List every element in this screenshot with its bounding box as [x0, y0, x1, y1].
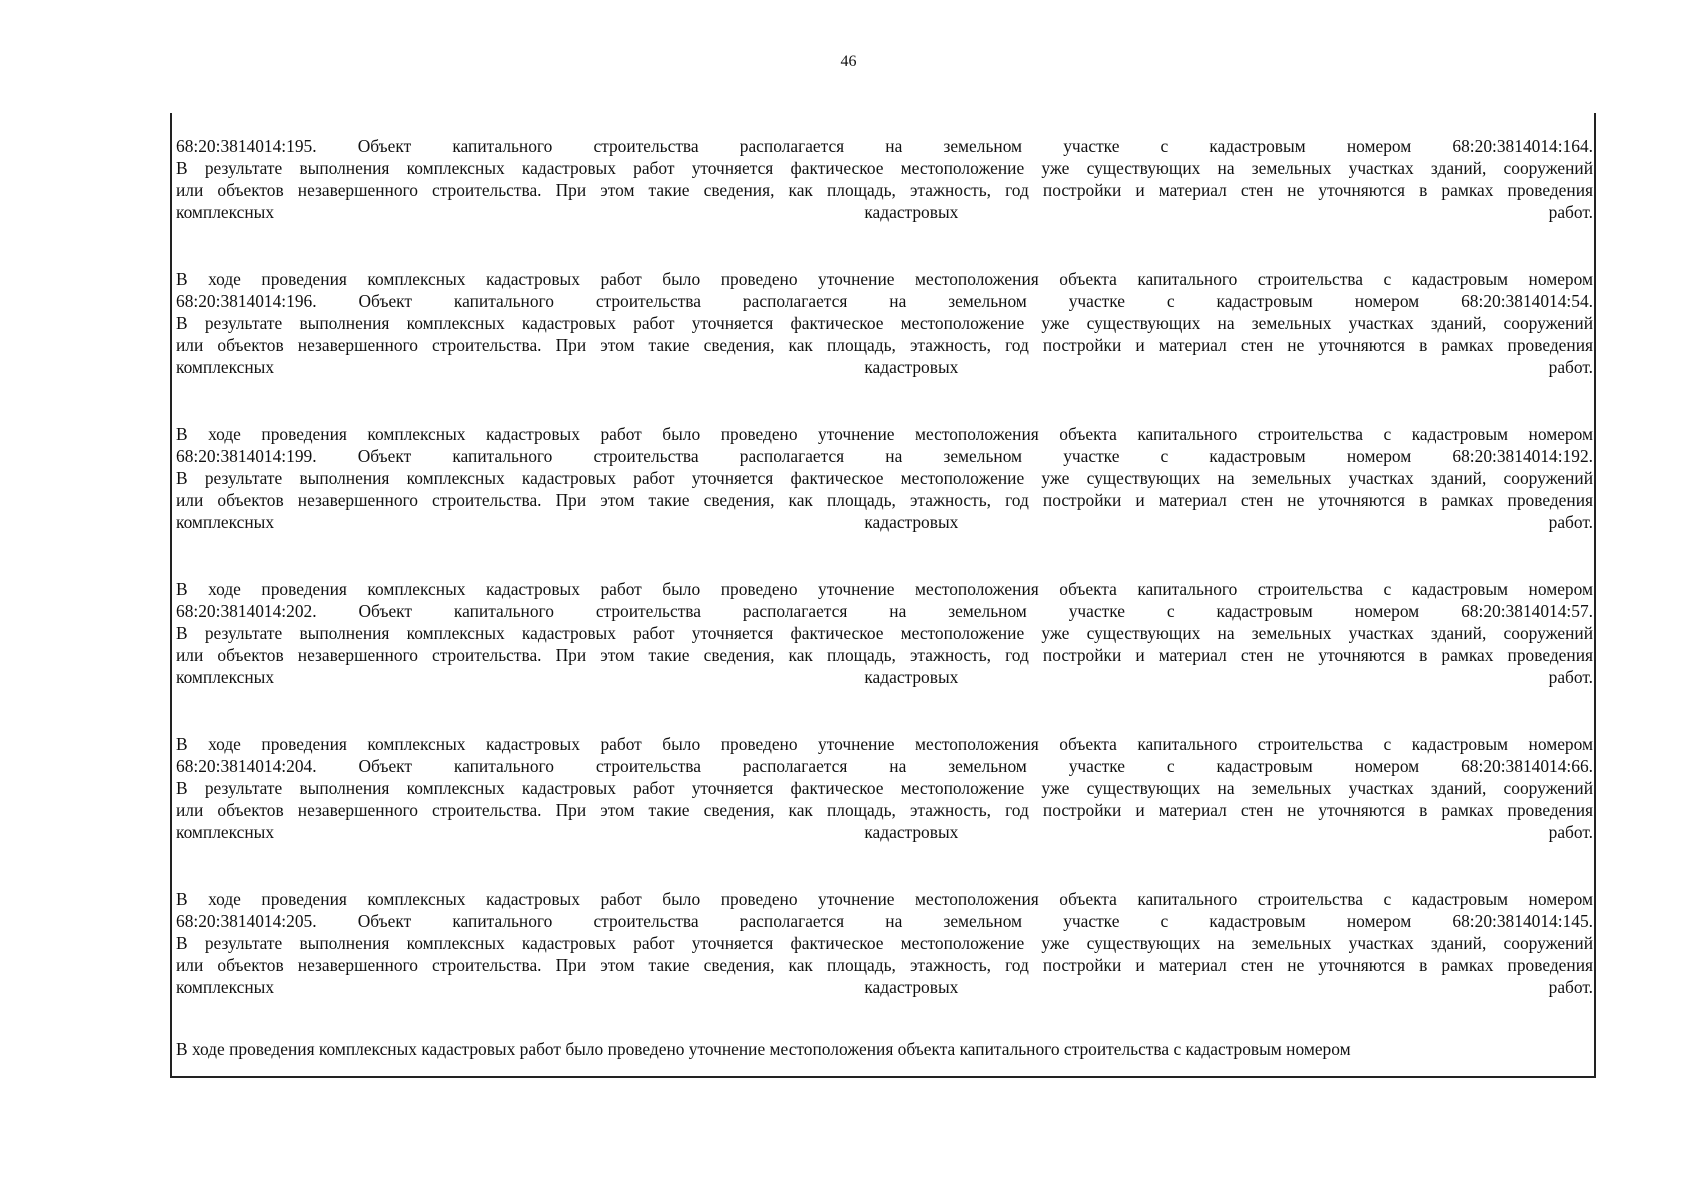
paragraph-line: комплексных кадастровых работ. — [176, 822, 1593, 842]
paragraph-line: или объектов незавершенного строительства. При этом такие сведения, как площадь, этажность, год постройки и материал стен не уточняются в рамках проведения — [176, 800, 1593, 820]
paragraph-4 — [176, 578, 1593, 688]
paragraph-line: В ходе проведения комплексных кадастровых работ было проведено уточнение местоположения объекта капитального строительства с кадастровым номером — [176, 734, 1593, 754]
paragraph-line: комплексных кадастровых работ. — [176, 977, 1593, 997]
paragraph-line: В результате выполнения комплексных кадастровых работ уточняется фактическое местоположение уже существующих на земельных участках зданий, сооружений — [176, 313, 1593, 333]
paragraph-line: 68:20:3814014:205. Объект капитального строительства располагается на земельном участке с кадастровым номером 68:20:3814014:145. — [176, 911, 1593, 931]
document-frame — [170, 113, 1596, 1078]
paragraph-5 — [176, 733, 1593, 843]
paragraph-line: 68:20:3814014:195. Объект капитального строительства располагается на земельном участке с кадастровым номером 68:20:3814014:164. — [176, 136, 1593, 156]
paragraph-line: 68:20:3814014:196. Объект капитального строительства располагается на земельном участке с кадастровым номером 68:20:3814014:54. — [176, 291, 1593, 311]
paragraph-line: или объектов незавершенного строительства. При этом такие сведения, как площадь, этажность, год постройки и материал стен не уточняются в рамках проведения — [176, 955, 1593, 975]
paragraph-line: комплексных кадастровых работ. — [176, 202, 1593, 222]
paragraph-line: комплексных кадастровых работ. — [176, 357, 1593, 377]
paragraph-line: В результате выполнения комплексных кадастровых работ уточняется фактическое местоположение уже существующих на земельных участках зданий, сооружений — [176, 468, 1593, 488]
paragraph-line: В результате выполнения комплексных кадастровых работ уточняется фактическое местоположение уже существующих на земельных участках зданий, сооружений — [176, 158, 1593, 178]
paragraph-line: 68:20:3814014:199. Объект капитального строительства располагается на земельном участке с кадастровым номером 68:20:3814014:192. — [176, 446, 1593, 466]
paragraph-line: 68:20:3814014:202. Объект капитального строительства располагается на земельном участке с кадастровым номером 68:20:3814014:57. — [176, 601, 1593, 621]
paragraph-1 — [176, 135, 1593, 223]
paragraph-line: В ходе проведения комплексных кадастровых работ было проведено уточнение местоположения объекта капитального строительства с кадастровым номером — [176, 1039, 1351, 1059]
paragraph-line: В результате выполнения комплексных кадастровых работ уточняется фактическое местоположение уже существующих на земельных участках зданий, сооружений — [176, 778, 1593, 798]
paragraph-line: или объектов незавершенного строительства. При этом такие сведения, как площадь, этажность, год постройки и материал стен не уточняются в рамках проведения — [176, 645, 1593, 665]
paragraph-7 — [176, 1038, 1593, 1060]
paragraph-line: или объектов незавершенного строительства. При этом такие сведения, как площадь, этажность, год постройки и материал стен не уточняются в рамках проведения — [176, 335, 1593, 355]
paragraph-line: 68:20:3814014:204. Объект капитального строительства располагается на земельном участке с кадастровым номером 68:20:3814014:66. — [176, 756, 1593, 776]
paragraph-line: В ходе проведения комплексных кадастровых работ было проведено уточнение местоположения объекта капитального строительства с кадастровым номером — [176, 579, 1593, 599]
paragraph-line: комплексных кадастровых работ. — [176, 512, 1593, 532]
paragraph-6 — [176, 888, 1593, 998]
paragraph-3 — [176, 423, 1593, 533]
paragraph-line: В ходе проведения комплексных кадастровых работ было проведено уточнение местоположения объекта капитального строительства с кадастровым номером — [176, 269, 1593, 289]
paragraph-line: или объектов незавершенного строительства. При этом такие сведения, как площадь, этажность, год постройки и материал стен не уточняются в рамках проведения — [176, 180, 1593, 200]
page-number: 46 — [840, 53, 857, 70]
paragraph-line: В результате выполнения комплексных кадастровых работ уточняется фактическое местоположение уже существующих на земельных участках зданий, сооружений — [176, 933, 1593, 953]
paragraph-line: комплексных кадастровых работ. — [176, 667, 1593, 687]
paragraph-line: В результате выполнения комплексных кадастровых работ уточняется фактическое местоположение уже существующих на земельных участках зданий, сооружений — [176, 623, 1593, 643]
paragraph-2 — [176, 268, 1593, 378]
paragraph-line: В ходе проведения комплексных кадастровых работ было проведено уточнение местоположения объекта капитального строительства с кадастровым номером — [176, 889, 1593, 909]
paragraph-line: В ходе проведения комплексных кадастровых работ было проведено уточнение местоположения объекта капитального строительства с кадастровым номером — [176, 424, 1593, 444]
paragraph-line: или объектов незавершенного строительства. При этом такие сведения, как площадь, этажность, год постройки и материал стен не уточняются в рамках проведения — [176, 490, 1593, 510]
